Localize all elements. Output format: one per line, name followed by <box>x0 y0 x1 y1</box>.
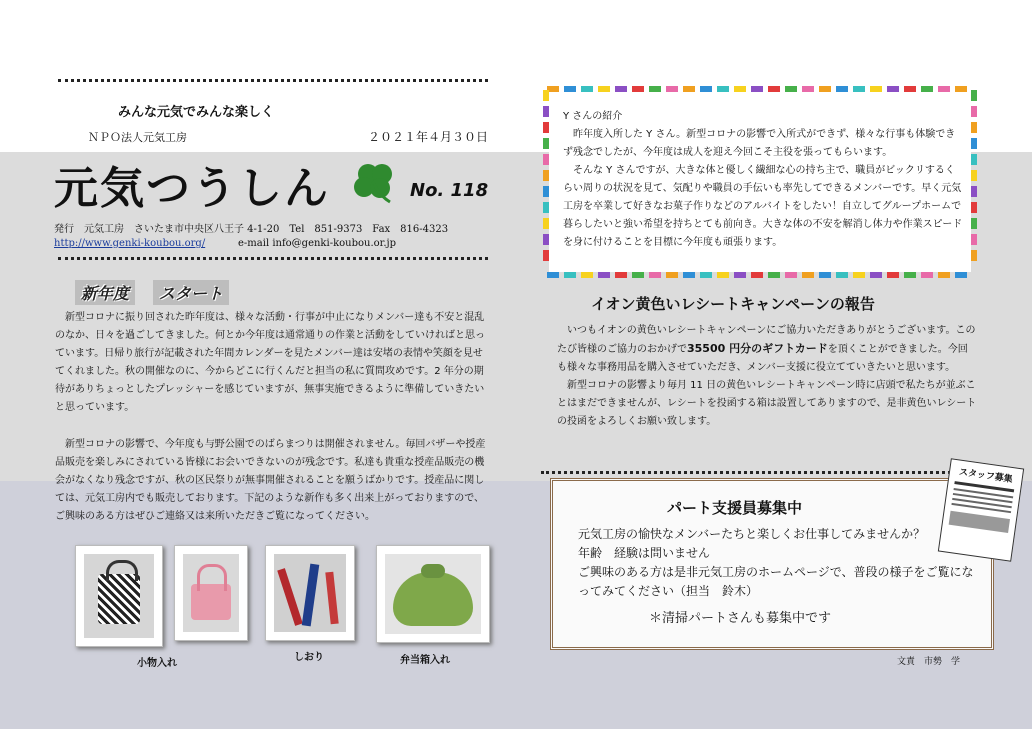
frame-bead <box>615 272 627 278</box>
frame-bead <box>717 86 729 92</box>
frame-bead <box>853 272 865 278</box>
recruit-line-1: 元気工房の愉快なメンバーたちと楽しくお仕事してみませんか？ <box>578 527 926 541</box>
issue-number: No. 118 <box>410 180 489 201</box>
section-heading-new-year: 新年度 <box>75 280 135 305</box>
frame-bead <box>543 170 549 181</box>
frame-bead <box>547 272 559 278</box>
frame-bead <box>543 218 549 229</box>
aeon-text-1: いつもイオンの黄色いレシートキャンペーンにご協力いただきありがとうございます。このたび皆様のご協力のおかげで <box>557 325 976 355</box>
header-divider <box>58 257 488 260</box>
website-link[interactable]: http://www.genki-koubou.org/ <box>54 238 206 249</box>
newsletter-title: 元気つうしん <box>54 163 330 214</box>
aeon-report <box>557 322 977 431</box>
y-san-title: Y さんの紹介 <box>563 111 623 122</box>
issue-date: ２０２１年４月３０日 <box>368 130 489 144</box>
frame-bead <box>971 106 977 117</box>
photo-pink-basket <box>174 545 248 641</box>
photo-lunchbox-wrap <box>376 545 490 643</box>
frame-bead <box>802 272 814 278</box>
frame-bead <box>971 90 977 101</box>
frame-bead <box>971 122 977 133</box>
frame-bead <box>543 90 549 101</box>
frame-bead <box>734 272 746 278</box>
clover-icon <box>350 162 400 204</box>
frame-bead <box>971 154 977 165</box>
frame-bead <box>921 86 933 92</box>
frame-bead <box>853 86 865 92</box>
frame-bead <box>700 86 712 92</box>
frame-bead <box>768 272 780 278</box>
frame-bead <box>751 86 763 92</box>
org-name: ＮＰＯ法人元気工房 <box>88 131 187 144</box>
frame-bead <box>870 272 882 278</box>
frame-bead <box>819 86 831 92</box>
frame-bead <box>649 272 661 278</box>
frame-bead <box>971 186 977 197</box>
frame-bead <box>683 272 695 278</box>
photo-pouch <box>75 545 163 647</box>
frame-bead <box>543 106 549 117</box>
frame-bead <box>955 86 967 92</box>
recruit-line-3: ご興味のある方は是非元気工房のホームページで、普段の様子をご覧になってみてください（担当 鈴木） <box>578 565 974 598</box>
address-line: 発行 元気工房 さいたま市中央区八王子 4-1-20 Tel 851-9373 Fax 816-4323 <box>54 224 449 235</box>
aeon-amount: 35500 円分のギフトカード <box>687 342 828 355</box>
frame-bead <box>581 272 593 278</box>
aeon-text-2: を頂くことができました。今回も様々な事務用品を購入させていただき、メンバー支援に役立てていきたいと思います。 新型コロナの影響より毎月 11 日の黄色いレシートキャンペーン時に店頭で私たちが並ぶことはまだできませんが、レシートを投函する箱は設置してありますので、是非黄色いレシートの投函をよろしくお願い致します。 <box>557 344 977 427</box>
frame-bead <box>632 272 644 278</box>
frame-bead <box>971 138 977 149</box>
staff-poster-image <box>938 458 1024 561</box>
frame-bead <box>717 272 729 278</box>
recruit-note: ＊清掃パートさんも募集中です <box>649 611 832 626</box>
frame-bead <box>971 202 977 213</box>
aeon-divider <box>541 471 981 474</box>
author-credit: 文責 市勢 学 <box>897 657 961 667</box>
frame-bead <box>543 138 549 149</box>
frame-bead <box>904 272 916 278</box>
caption-pouch: 小物入れ <box>137 658 177 669</box>
frame-bead <box>887 272 899 278</box>
frame-bead <box>904 86 916 92</box>
slogan: みんな元気でみんな楽しく <box>118 105 275 120</box>
frame-bead <box>938 86 950 92</box>
recruit-body <box>578 525 978 601</box>
frame-bead <box>734 86 746 92</box>
caption-lunchbox: 弁当箱入れ <box>400 655 450 666</box>
frame-bead <box>543 186 549 197</box>
poster-title: スタッフ募集 <box>958 467 1014 486</box>
y-san-text: 昨年度入所した Y さん。新型コロナの影響で入所式ができず、様々な行事も体験できず残念でしたが、今年度は成人を迎え今回こそ主役を張ってもらいます。 そんな Y さんですが、大きな体と優しく繊細な心の持ち主で、職員がビックリするくらい周りの状況を見て、気配りや職員の手伝いも率先してできるメンバーです。早く元気工房を卒業して好きなお菓子作りなどのアルバイトをしたい！自立してグループホームで暮らしたいと強い希望を持ちとても前向き。大きな体の不安を解消し体力や作業スピードを身に付けることを目標に今年度も頑張ります。 <box>563 129 963 248</box>
frame-bead <box>666 272 678 278</box>
frame-bead <box>836 86 848 92</box>
frame-bead <box>700 272 712 278</box>
frame-bead <box>666 86 678 92</box>
top-divider <box>58 79 488 82</box>
frame-bead <box>802 86 814 92</box>
frame-bead <box>632 86 644 92</box>
frame-bead <box>543 202 549 213</box>
frame-bead <box>543 122 549 133</box>
frame-bead <box>615 86 627 92</box>
frame-bead <box>955 272 967 278</box>
section-heading-start: スタート <box>153 280 229 305</box>
frame-bead <box>768 86 780 92</box>
aeon-heading: イオン黄色いレシートキャンペーンの報告 <box>591 295 875 313</box>
frame-bead <box>938 272 950 278</box>
frame-bead <box>683 86 695 92</box>
frame-bead <box>598 272 610 278</box>
frame-bead <box>649 86 661 92</box>
photo-bookmarks <box>265 545 355 641</box>
frame-bead <box>543 234 549 245</box>
frame-bead <box>921 272 933 278</box>
caption-bookmark: しおり <box>294 652 324 663</box>
new-year-paragraph-2: 新型コロナの影響で、今年度も与野公園でのばらまつりは開催されません。毎回バザーや授産品販売を楽しみにされている皆様にお会いできないのが残念です。私達も貴重な授産品販売の機会がなくなり残念ですが、秋の区民祭りが無事開催されることを願うばかりです。授産品に関しては、元気工房内でも販売しております。下記のような新作も多く出来上がっておりますので、ご興味のある方はぜひご連絡又は来所いただきご覧になってください。 <box>55 439 486 522</box>
new-year-paragraph-1: 新型コロナに振り回された昨年度は、様々な活動・行事が中止になりメンバー達も不安と混乱のなか、日々を過ごしてきました。何とか今年度は通常通りの作業と活動をしていければと思っています。日帰り旅行が記載された年間カレンダーを見たメンバー達は安堵の表情や笑顔を見せてくれました。秋の開催なのに、今からどこに行くんだと担当の私に質問攻めです。2 年分の期待がありちょっとしたプレッシャーを感じていますが、無事実施できるように準備していきたいと思っています。 <box>55 312 485 413</box>
frame-bead <box>751 272 763 278</box>
frame-bead <box>564 86 576 92</box>
frame-bead <box>971 218 977 229</box>
y-san-section <box>563 108 963 252</box>
recruit-heading: パート支援員募集中 <box>667 499 803 517</box>
frame-bead <box>887 86 899 92</box>
frame-bead <box>971 170 977 181</box>
frame-bead <box>598 86 610 92</box>
frame-bead <box>543 154 549 165</box>
frame-bead <box>819 272 831 278</box>
email-address: e-mail info@genki-koubou.or.jp <box>238 238 397 249</box>
recruit-line-2: 年齢 経験は問いません <box>578 546 711 560</box>
frame-bead <box>971 250 977 261</box>
frame-bead <box>836 272 848 278</box>
frame-bead <box>971 234 977 245</box>
frame-bead <box>564 272 576 278</box>
frame-bead <box>543 250 549 261</box>
frame-bead <box>581 86 593 92</box>
frame-bead <box>785 272 797 278</box>
frame-bead <box>870 86 882 92</box>
frame-bead <box>785 86 797 92</box>
